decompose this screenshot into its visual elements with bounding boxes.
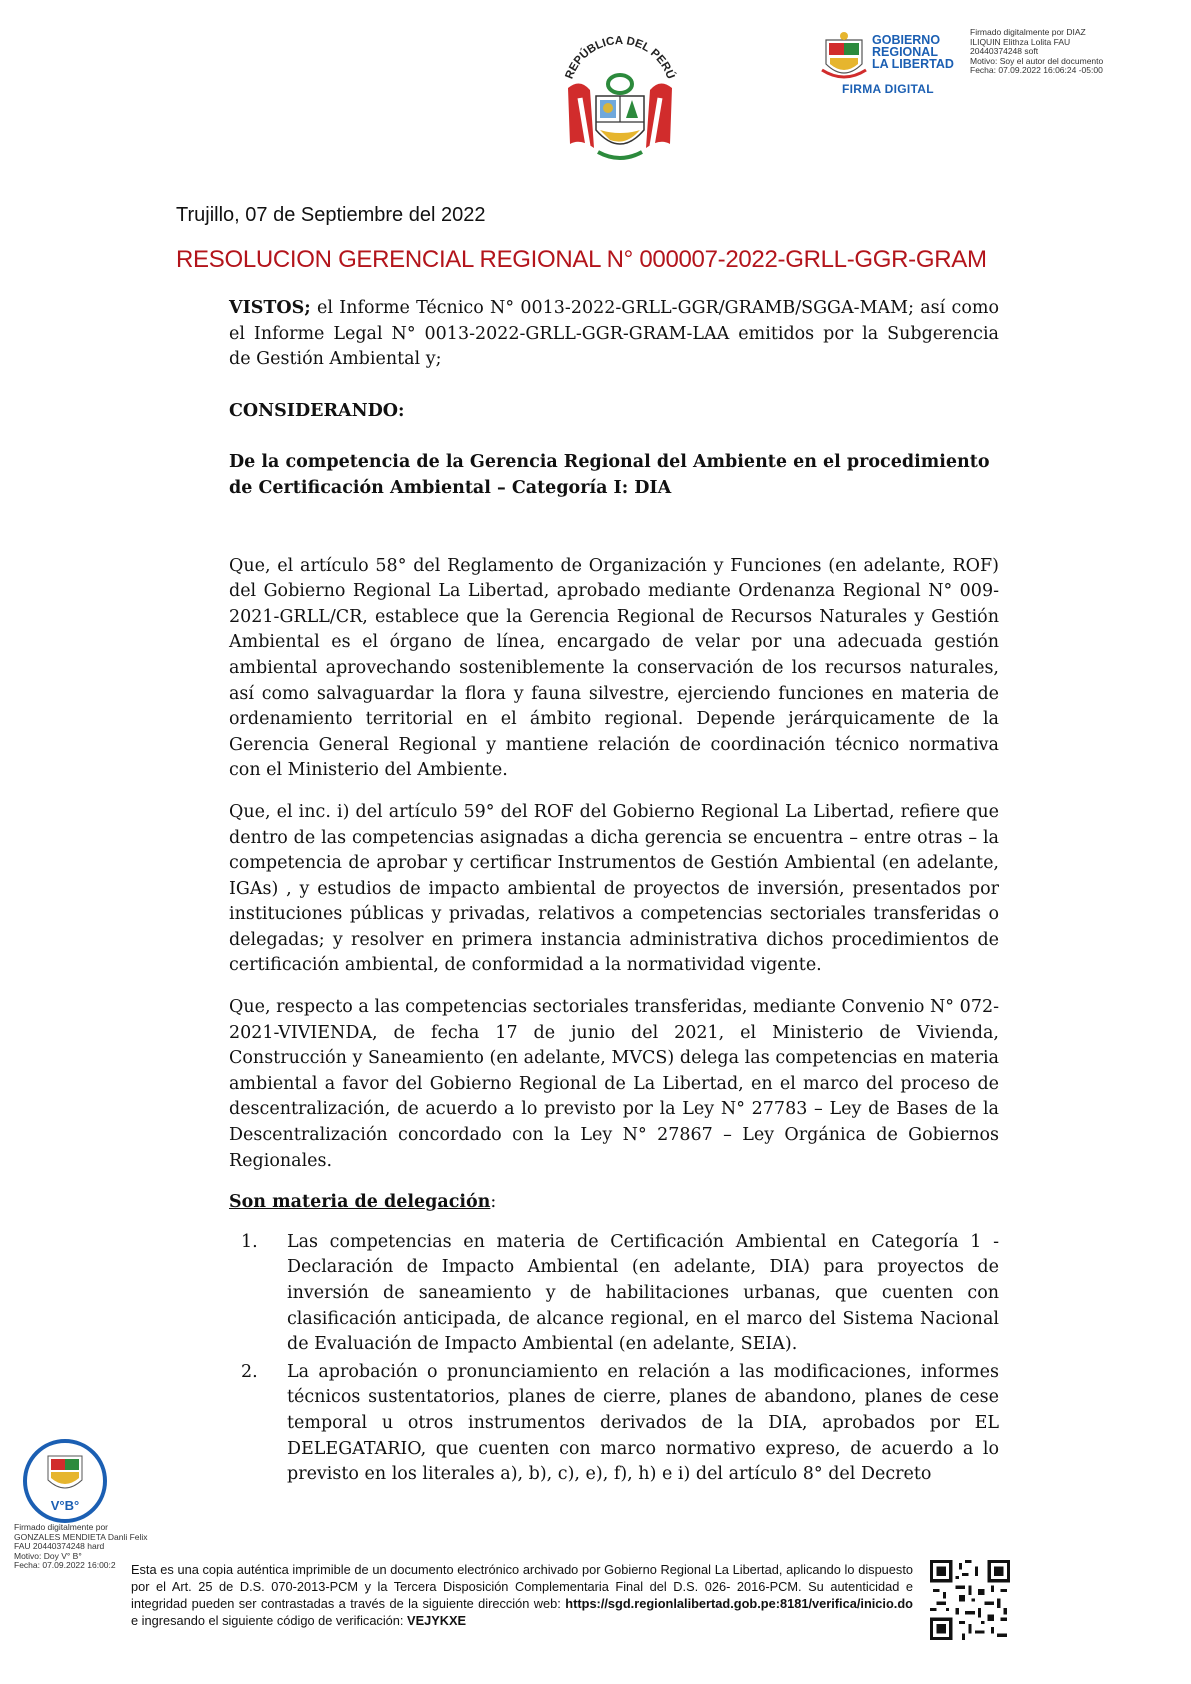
delegation-heading: Son materia de delegación: xyxy=(229,1192,497,1213)
crest-arc-text: REPÚBLICA DEL PERÚ xyxy=(563,34,677,81)
body-paragraph: Que, respecto a las competencias sectoriales transferidas, mediante Convenio N° 072-2021-VIVIENDA, de fecha 17 de junio del 2021, el Ministerio de Vivienda, Construcción y Saneamiento (en adelante, MVCS) delega las competencias en materia ambiental a favor del Gobierno Regional de La Libertad, en el marco del proceso de descentralización, de acuerdo a lo previsto por la Ley N° 27783 – Ley de Bases de la Descentralización concordado con la Ley N° 27867 – Ley Orgánica de Gobiernos Regionales. xyxy=(229,997,999,1171)
regional-government-logo-icon xyxy=(820,30,868,86)
list-item xyxy=(229,1230,999,1358)
verification-code: VEJYKXE xyxy=(407,1613,467,1628)
vistos-paragraph xyxy=(229,296,999,373)
qr-code-icon xyxy=(930,1560,1010,1640)
section-subheading: De la competencia de la Gerencia Regional del Ambiente en el procedimiento de Certificación Ambiental – Categoría I: DIA xyxy=(229,452,990,498)
signature-details: Firmado digitalmente por DIAZ ILIQUIN Elithza Lolita FAU 20440374248 soft Motivo: Soy el autor del documento Fecha: 07.09.2022 16:06:24 -05:00 xyxy=(970,27,1104,75)
firma-digital-label: FIRMA DIGITAL xyxy=(842,82,934,96)
digital-signature-block xyxy=(820,22,1170,102)
body-paragraph: Que, el artículo 58° del Reglamento de Organización y Funciones (en adelante, ROF) del Gobierno Regional La Libertad, aprobado mediante Ordenanza Regional N° 009-2021-GRLL/CR, establece que la Gerencia Regional de Recursos Naturales y Gestión Ambiental es el órgano de línea, encargado de velar por una adecuada gestión ambiental aprovechando sosteniblemente la conservación de los recursos naturales, así como salvaguardar la flora y fauna silvestre, ejerciendo funciones en materia de ordenamiento territorial en el ámbito regional. Depende jerárquicamente de la Gerencia General Regional y mantiene relación de coordinación técnico normativa con el Ministerio del Ambiente. xyxy=(229,555,999,781)
considerando-heading: CONSIDERANDO: xyxy=(229,400,405,421)
verification-link[interactable]: https://sgd.regionlalibertad.gob.pe:8181/verifica/inicio.do xyxy=(565,1596,913,1611)
verification-footer xyxy=(131,1561,913,1629)
vobo-stamp-icon xyxy=(22,1438,108,1524)
date-line: Trujillo, 07 de Septiembre del 2022 xyxy=(176,204,486,226)
list-item xyxy=(229,1360,999,1488)
resolution-title: RESOLUCION GERENCIAL REGIONAL N° 000007-2022-GRLL-GGR-GRAM xyxy=(176,246,987,273)
footer-text-2: e ingresando el siguiente código de verificación: xyxy=(131,1613,408,1628)
list-item-text: Las competencias en materia de Certificación Ambiental en Categoría 1 - Declaración de Impacto Ambiental (en adelante, DIA) para proyectos de inversión de saneamiento y de habilitaciones urbanas, que cuenten con clasificación anticipada, de alcance regional, en el marco del Sistema Nacional de Evaluación de Impacto Ambiental (en adelante, SEIA). xyxy=(287,1231,999,1355)
body-paragraph: Que, el inc. i) del artículo 59° del ROF del Gobierno Regional La Libertad, refiere que dentro de las competencias asignadas a dicha gerencia se encuentra – entre otras – la competencia de aprobar y certificar Instrumentos de Gestión Ambiental (en adelante, IGAs) , y estudios de impacto ambiental de proyectos de inversión, presentados por instituciones públicas y privadas, relativos a competencias sectoriales transferidas o delegadas; y resolver en primera instancia administrativa dichos procedimientos de certificación ambiental, de conformidad a la normatividad vigente. xyxy=(229,801,999,976)
vistos-label: VISTOS; xyxy=(229,298,311,318)
vobo-label: V°B° xyxy=(50,1498,80,1513)
document-body xyxy=(229,296,999,1490)
list-item-number: 1. xyxy=(241,1231,258,1252)
delegation-label: Son materia de delegación xyxy=(229,1192,491,1213)
government-name: GOBIERNO REGIONAL LA LIBERTAD xyxy=(872,33,954,71)
peru-coat-of-arms-icon xyxy=(550,18,690,166)
footer-text: Esta es una copia auténtica imprimible de un documento electrónico archivado por Gobierno Regional La Libertad, aplicando lo dispuesto por el Art. 25 de D.S. 070-2013-PCM y la Tercera Disposición Complementaria Final del D.S. 026- 2016-PCM. Su autenticidad e integridad pueden ser contrastadas a través de la siguiente dirección web: xyxy=(131,1562,913,1611)
list-item-text: La aprobación o pronunciamiento en relación a las modificaciones, informes técnicos sustentatorios, planes de cierre, planes de abandono, planes de cese temporal u otros instrumentos derivados de la DIA, aprobados por EL DELEGATARIO, que cuenten con marco normativo expreso, de acuerdo a lo previsto en los literales a), b), c), e), f), h) e i) del artículo 8° del Decreto xyxy=(287,1361,999,1485)
delegation-list xyxy=(229,1230,999,1488)
vobo-signature-details: Firmado digitalmente por GONZALES MENDIETA Danli Felix FAU 20440374248 hard Motivo: Doy V° B° Fecha: 07.09.2022 16:00:2 xyxy=(14,1522,148,1570)
list-item-number: 2. xyxy=(241,1361,258,1382)
vistos-text: el Informe Técnico N° 0013-2022-GRLL-GGR/GRAMB/SGGA-MAM; así como el Informe Legal N° 0013-2022-GRLL-GGR-GRAM-LAA emitidos por la Subgerencia de Gestión Ambiental y; xyxy=(229,298,999,370)
